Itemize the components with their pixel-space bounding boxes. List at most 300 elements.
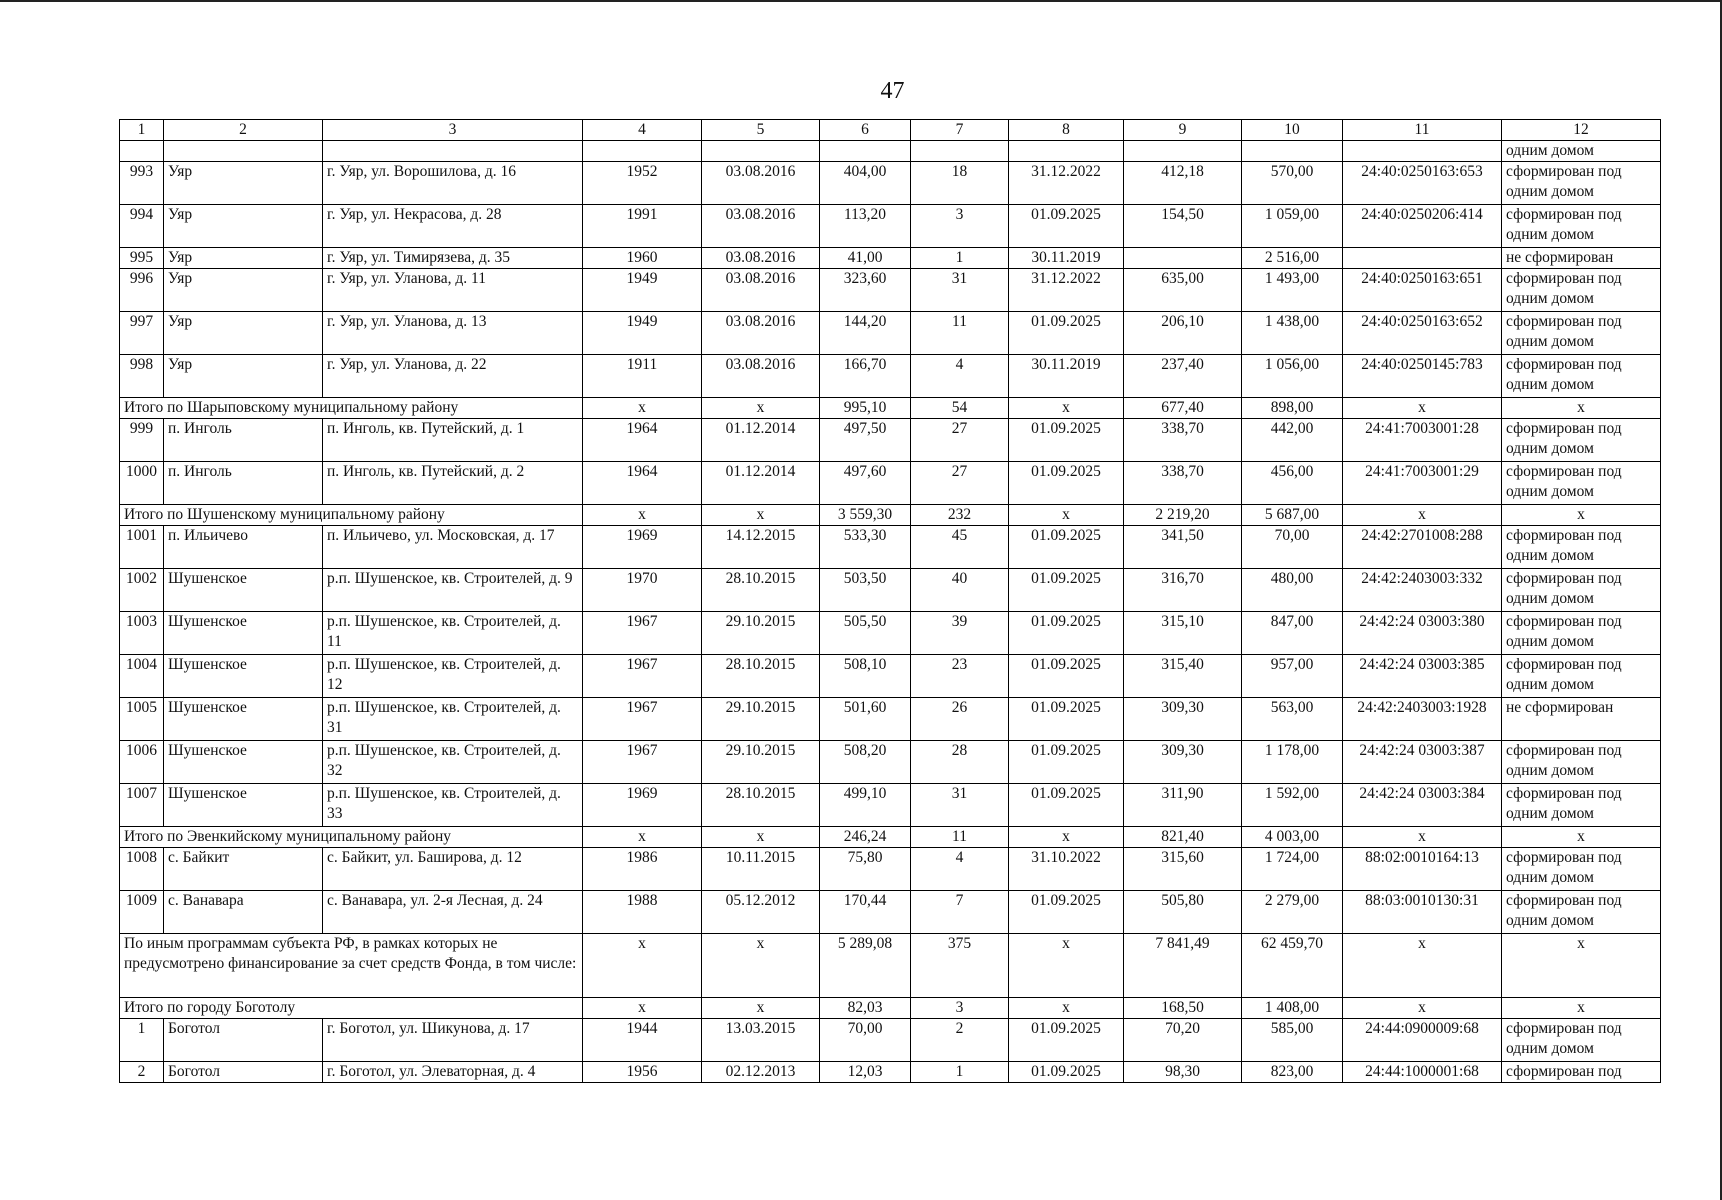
- area-cell: 505,50: [820, 612, 911, 655]
- subtotal-residents-cell: 3: [911, 998, 1009, 1019]
- cadastral-value-cell: 1 056,00: [1242, 355, 1343, 398]
- address-cell: п. Ильичево, ул. Московская, д. 17: [323, 526, 583, 569]
- column-header: 7: [911, 120, 1009, 141]
- row-number-cell: 995: [120, 248, 164, 269]
- resettlement-date-cell: 01.09.2025: [1009, 784, 1124, 827]
- cadastral-value-cell: 1 059,00: [1242, 205, 1343, 248]
- address-cell: п. Инголь, кв. Путейский, д. 1: [323, 419, 583, 462]
- row-number-cell: 1004: [120, 655, 164, 698]
- subtotal-land-status-cell: х: [1502, 998, 1661, 1019]
- date-recognized-cell: 03.08.2016: [702, 269, 820, 312]
- cadastral-number-cell: 24:42:24 03003:380: [1343, 612, 1502, 655]
- empty-cell: [702, 141, 820, 162]
- cadastral-value-cell: 563,00: [1242, 698, 1343, 741]
- cadastral-value-cell: 957,00: [1242, 655, 1343, 698]
- cadastral-number-cell: 88:02:0010164:13: [1343, 848, 1502, 891]
- row-number-cell: 999: [120, 419, 164, 462]
- table-row: [120, 462, 1661, 505]
- subtotal-cadastral-number-cell: х: [1343, 398, 1502, 419]
- address-cell: г. Боготол, ул. Шикунова, д. 17: [323, 1019, 583, 1062]
- settlement-cell: Боготол: [164, 1062, 323, 1083]
- area-cell: 113,20: [820, 205, 911, 248]
- row-number-cell: 997: [120, 312, 164, 355]
- column-header: 8: [1009, 120, 1124, 141]
- residents-cell: 23: [911, 655, 1009, 698]
- year-built-cell: 1967: [583, 698, 702, 741]
- table-row: [120, 784, 1661, 827]
- land-area-cell: 315,40: [1124, 655, 1242, 698]
- subtotal-land-status-cell: х: [1502, 934, 1661, 998]
- cadastral-value-cell: 585,00: [1242, 1019, 1343, 1062]
- residents-cell: 18: [911, 162, 1009, 205]
- subtotal-label: Итого по Шарыповскому муниципальному району: [120, 398, 583, 419]
- resettlement-date-cell: 01.09.2025: [1009, 698, 1124, 741]
- empty-cell: [1009, 141, 1124, 162]
- land-status-cell: сформирован под одним домом: [1502, 462, 1661, 505]
- table-row: [120, 269, 1661, 312]
- table-row: [120, 655, 1661, 698]
- column-header: 10: [1242, 120, 1343, 141]
- page-number: 47: [880, 78, 905, 104]
- address-cell: с. Байкит, ул. Баширова, д. 12: [323, 848, 583, 891]
- row-number-cell: 1003: [120, 612, 164, 655]
- subtotal-area-cell: 5 289,08: [820, 934, 911, 998]
- area-cell: 12,03: [820, 1062, 911, 1083]
- residents-cell: 4: [911, 848, 1009, 891]
- land-status-cell: сформирован под одним домом: [1502, 162, 1661, 205]
- land-status-cell: сформирован под одним домом: [1502, 355, 1661, 398]
- cadastral-value-cell: 1 493,00: [1242, 269, 1343, 312]
- date-recognized-cell: 28.10.2015: [702, 784, 820, 827]
- year-built-cell: 1970: [583, 569, 702, 612]
- cadastral-value-cell: 2 279,00: [1242, 891, 1343, 934]
- column-header: 1: [120, 120, 164, 141]
- address-cell: г. Уяр, ул. Уланова, д. 11: [323, 269, 583, 312]
- table-row: [120, 848, 1661, 891]
- settlement-cell: Уяр: [164, 248, 323, 269]
- subtotal-land-status-cell: х: [1502, 505, 1661, 526]
- address-cell: п. Инголь, кв. Путейский, д. 2: [323, 462, 583, 505]
- residents-cell: 7: [911, 891, 1009, 934]
- year-built-cell: 1964: [583, 462, 702, 505]
- subtotal-resettlement-date-cell: х: [1009, 398, 1124, 419]
- residents-cell: 1: [911, 248, 1009, 269]
- area-cell: 503,50: [820, 569, 911, 612]
- date-recognized-cell: 03.08.2016: [702, 248, 820, 269]
- land-status-cell: сформирован под одним домом: [1502, 612, 1661, 655]
- table-row: [120, 419, 1661, 462]
- settlement-cell: с. Ванавара: [164, 891, 323, 934]
- residents-cell: 45: [911, 526, 1009, 569]
- resettlement-date-cell: 01.09.2025: [1009, 569, 1124, 612]
- land-status-cell: сформирован под одним домом: [1502, 848, 1661, 891]
- subtotal-residents-cell: 54: [911, 398, 1009, 419]
- resettlement-date-cell: 31.10.2022: [1009, 848, 1124, 891]
- land-status-cell: сформирован под одним домом: [1502, 569, 1661, 612]
- year-built-cell: 1964: [583, 419, 702, 462]
- land-status-cell: сформирован под: [1502, 1062, 1661, 1083]
- address-cell: с. Ванавара, ул. 2-я Лесная, д. 24: [323, 891, 583, 934]
- subtotal-year-built-cell: х: [583, 505, 702, 526]
- settlement-cell: Шушенское: [164, 741, 323, 784]
- land-status-cell: сформирован под одним домом: [1502, 269, 1661, 312]
- empty-cell: [1242, 141, 1343, 162]
- land-area-cell: 309,30: [1124, 698, 1242, 741]
- row-number-cell: 1000: [120, 462, 164, 505]
- settlement-cell: с. Байкит: [164, 848, 323, 891]
- date-recognized-cell: 28.10.2015: [702, 569, 820, 612]
- land-status-cell: сформирован под одним домом: [1502, 655, 1661, 698]
- table-row: [120, 741, 1661, 784]
- land-area-cell: 206,10: [1124, 312, 1242, 355]
- subtotal-residents-cell: 232: [911, 505, 1009, 526]
- land-status-cell: сформирован под одним домом: [1502, 741, 1661, 784]
- subtotal-land-area-cell: 168,50: [1124, 998, 1242, 1019]
- land-status-cell: сформирован под одним домом: [1502, 205, 1661, 248]
- subtotal-resettlement-date-cell: х: [1009, 505, 1124, 526]
- area-cell: 41,00: [820, 248, 911, 269]
- resettlement-date-cell: 30.11.2019: [1009, 355, 1124, 398]
- year-built-cell: 1969: [583, 784, 702, 827]
- year-built-cell: 1956: [583, 1062, 702, 1083]
- subtotal-area-cell: 995,10: [820, 398, 911, 419]
- address-cell: г. Уяр, ул. Ворошилова, д. 16: [323, 162, 583, 205]
- area-cell: 501,60: [820, 698, 911, 741]
- cadastral-number-cell: 24:40:0250163:651: [1343, 269, 1502, 312]
- land-area-cell: 309,30: [1124, 741, 1242, 784]
- land-area-cell: 315,10: [1124, 612, 1242, 655]
- resettlement-date-cell: 01.09.2025: [1009, 205, 1124, 248]
- row-number-cell: 1002: [120, 569, 164, 612]
- land-status-cell: не сформирован: [1502, 698, 1661, 741]
- land-status-cell: сформирован под одним домом: [1502, 526, 1661, 569]
- date-recognized-cell: 03.08.2016: [702, 162, 820, 205]
- subtotal-date-recognized-cell: х: [702, 398, 820, 419]
- area-cell: 508,10: [820, 655, 911, 698]
- column-header: 4: [583, 120, 702, 141]
- subtotal-cadastral-number-cell: х: [1343, 827, 1502, 848]
- year-built-cell: 1949: [583, 312, 702, 355]
- row-number-cell: 1: [120, 1019, 164, 1062]
- settlement-cell: Уяр: [164, 269, 323, 312]
- land-area-cell: 505,80: [1124, 891, 1242, 934]
- cadastral-value-cell: 1 592,00: [1242, 784, 1343, 827]
- column-header: 2: [164, 120, 323, 141]
- subtotal-date-recognized-cell: х: [702, 827, 820, 848]
- empty-cell: [120, 141, 164, 162]
- table-row: [120, 526, 1661, 569]
- residents-cell: 3: [911, 205, 1009, 248]
- address-cell: г. Уяр, ул. Уланова, д. 13: [323, 312, 583, 355]
- subtotal-row: [120, 934, 1661, 998]
- resettlement-date-cell: 01.09.2025: [1009, 1019, 1124, 1062]
- cadastral-number-cell: 24:42:24 03003:384: [1343, 784, 1502, 827]
- cadastral-number-cell: 24:41:7003001:29: [1343, 462, 1502, 505]
- table-row: [120, 569, 1661, 612]
- land-area-cell: [1124, 248, 1242, 269]
- cadastral-number-cell: [1343, 248, 1502, 269]
- area-cell: 170,44: [820, 891, 911, 934]
- area-cell: 323,60: [820, 269, 911, 312]
- subtotal-year-built-cell: х: [583, 998, 702, 1019]
- land-status-cell: сформирован под одним домом: [1502, 891, 1661, 934]
- address-cell: р.п. Шушенское, кв. Строителей, д. 32: [323, 741, 583, 784]
- subtotal-cadastral-value-cell: 62 459,70: [1242, 934, 1343, 998]
- area-cell: 499,10: [820, 784, 911, 827]
- cadastral-number-cell: 24:40:0250145:783: [1343, 355, 1502, 398]
- subtotal-resettlement-date-cell: х: [1009, 827, 1124, 848]
- table-row: [120, 205, 1661, 248]
- row-number-cell: 1006: [120, 741, 164, 784]
- cadastral-value-cell: 456,00: [1242, 462, 1343, 505]
- subtotal-row: [120, 398, 1661, 419]
- subtotal-area-cell: 3 559,30: [820, 505, 911, 526]
- land-status-cell: сформирован под одним домом: [1502, 312, 1661, 355]
- date-recognized-cell: 13.03.2015: [702, 1019, 820, 1062]
- settlement-cell: Шушенское: [164, 569, 323, 612]
- land-area-cell: 412,18: [1124, 162, 1242, 205]
- subtotal-year-built-cell: х: [583, 398, 702, 419]
- table-row: [120, 891, 1661, 934]
- subtotal-residents-cell: 375: [911, 934, 1009, 998]
- residents-cell: 39: [911, 612, 1009, 655]
- subtotal-resettlement-date-cell: х: [1009, 998, 1124, 1019]
- date-recognized-cell: 29.10.2015: [702, 741, 820, 784]
- land-area-cell: 315,60: [1124, 848, 1242, 891]
- address-cell: г. Уяр, ул. Уланова, д. 22: [323, 355, 583, 398]
- carry-over-text: одним домом: [1502, 141, 1661, 162]
- date-recognized-cell: 02.12.2013: [702, 1062, 820, 1083]
- subtotal-cadastral-value-cell: 5 687,00: [1242, 505, 1343, 526]
- year-built-cell: 1911: [583, 355, 702, 398]
- year-built-cell: 1991: [583, 205, 702, 248]
- address-cell: г. Уяр, ул. Некрасова, д. 28: [323, 205, 583, 248]
- row-number-cell: 994: [120, 205, 164, 248]
- land-area-cell: 338,70: [1124, 419, 1242, 462]
- residents-cell: 27: [911, 462, 1009, 505]
- residents-cell: 27: [911, 419, 1009, 462]
- row-number-cell: 2: [120, 1062, 164, 1083]
- table-row: [120, 248, 1661, 269]
- cadastral-number-cell: 24:40:0250163:652: [1343, 312, 1502, 355]
- cadastral-number-cell: 24:44:0900009:68: [1343, 1019, 1502, 1062]
- carry-over-row: [120, 141, 1661, 162]
- subtotal-land-area-cell: 821,40: [1124, 827, 1242, 848]
- row-number-cell: 1007: [120, 784, 164, 827]
- residents-cell: 28: [911, 741, 1009, 784]
- land-status-cell: сформирован под одним домом: [1502, 419, 1661, 462]
- header-row: [120, 120, 1661, 141]
- settlement-cell: Уяр: [164, 162, 323, 205]
- cadastral-number-cell: 88:03:0010130:31: [1343, 891, 1502, 934]
- subtotal-row: [120, 827, 1661, 848]
- date-recognized-cell: 14.12.2015: [702, 526, 820, 569]
- residents-cell: 1: [911, 1062, 1009, 1083]
- land-area-cell: 635,00: [1124, 269, 1242, 312]
- column-header: 9: [1124, 120, 1242, 141]
- empty-cell: [583, 141, 702, 162]
- table-row: [120, 612, 1661, 655]
- settlement-cell: п. Инголь: [164, 419, 323, 462]
- subtotal-label: По иным программам субъекта РФ, в рамках которых не предусмотрено финансирование за счет средств Фонда, в том числе:: [120, 934, 583, 998]
- address-cell: г. Боготол, ул. Элеваторная, д. 4: [323, 1062, 583, 1083]
- table-body: [120, 120, 1661, 1083]
- empty-cell: [164, 141, 323, 162]
- year-built-cell: 1967: [583, 741, 702, 784]
- resettlement-date-cell: 31.12.2022: [1009, 162, 1124, 205]
- address-cell: р.п. Шушенское, кв. Строителей, д. 31: [323, 698, 583, 741]
- column-header: 11: [1343, 120, 1502, 141]
- cadastral-value-cell: 442,00: [1242, 419, 1343, 462]
- resettlement-date-cell: 01.09.2025: [1009, 1062, 1124, 1083]
- cadastral-number-cell: 24:40:0250206:414: [1343, 205, 1502, 248]
- subtotal-row: [120, 505, 1661, 526]
- subtotal-land-area-cell: 7 841,49: [1124, 934, 1242, 998]
- subtotal-row: [120, 998, 1661, 1019]
- settlement-cell: Уяр: [164, 205, 323, 248]
- cadastral-number-cell: 24:40:0250163:653: [1343, 162, 1502, 205]
- year-built-cell: 1988: [583, 891, 702, 934]
- subtotal-cadastral-number-cell: х: [1343, 505, 1502, 526]
- subtotal-cadastral-value-cell: 898,00: [1242, 398, 1343, 419]
- date-recognized-cell: 10.11.2015: [702, 848, 820, 891]
- land-area-cell: 311,90: [1124, 784, 1242, 827]
- empty-cell: [820, 141, 911, 162]
- year-built-cell: 1949: [583, 269, 702, 312]
- row-number-cell: 1005: [120, 698, 164, 741]
- subtotal-cadastral-number-cell: х: [1343, 998, 1502, 1019]
- subtotal-label: Итого по Эвенкийскому муниципальному району: [120, 827, 583, 848]
- area-cell: 497,50: [820, 419, 911, 462]
- subtotal-date-recognized-cell: х: [702, 934, 820, 998]
- row-number-cell: 996: [120, 269, 164, 312]
- address-cell: г. Уяр, ул. Тимирязева, д. 35: [323, 248, 583, 269]
- land-area-cell: 98,30: [1124, 1062, 1242, 1083]
- subtotal-land-status-cell: х: [1502, 398, 1661, 419]
- resettlement-date-cell: 01.09.2025: [1009, 741, 1124, 784]
- date-recognized-cell: 28.10.2015: [702, 655, 820, 698]
- date-recognized-cell: 29.10.2015: [702, 698, 820, 741]
- address-cell: р.п. Шушенское, кв. Строителей, д. 12: [323, 655, 583, 698]
- date-recognized-cell: 29.10.2015: [702, 612, 820, 655]
- column-header: 12: [1502, 120, 1661, 141]
- subtotal-cadastral-number-cell: х: [1343, 934, 1502, 998]
- resettlement-date-cell: 01.09.2025: [1009, 891, 1124, 934]
- cadastral-value-cell: 1 178,00: [1242, 741, 1343, 784]
- land-area-cell: 70,20: [1124, 1019, 1242, 1062]
- housing-registry-table: [119, 119, 1661, 1083]
- date-recognized-cell: 03.08.2016: [702, 312, 820, 355]
- resettlement-date-cell: 01.09.2025: [1009, 612, 1124, 655]
- area-cell: 404,00: [820, 162, 911, 205]
- empty-cell: [911, 141, 1009, 162]
- resettlement-date-cell: 01.09.2025: [1009, 312, 1124, 355]
- address-cell: р.п. Шушенское, кв. Строителей, д. 33: [323, 784, 583, 827]
- settlement-cell: Боготол: [164, 1019, 323, 1062]
- area-cell: 497,60: [820, 462, 911, 505]
- area-cell: 144,20: [820, 312, 911, 355]
- empty-cell: [1343, 141, 1502, 162]
- resettlement-date-cell: 01.09.2025: [1009, 419, 1124, 462]
- residents-cell: 2: [911, 1019, 1009, 1062]
- land-area-cell: 316,70: [1124, 569, 1242, 612]
- subtotal-residents-cell: 11: [911, 827, 1009, 848]
- land-status-cell: не сформирован: [1502, 248, 1661, 269]
- subtotal-resettlement-date-cell: х: [1009, 934, 1124, 998]
- land-area-cell: 341,50: [1124, 526, 1242, 569]
- table-row: [120, 312, 1661, 355]
- land-area-cell: 154,50: [1124, 205, 1242, 248]
- year-built-cell: 1967: [583, 612, 702, 655]
- year-built-cell: 1952: [583, 162, 702, 205]
- column-header: 5: [702, 120, 820, 141]
- table-row: [120, 162, 1661, 205]
- date-recognized-cell: 03.08.2016: [702, 205, 820, 248]
- land-status-cell: сформирован под одним домом: [1502, 784, 1661, 827]
- date-recognized-cell: 01.12.2014: [702, 462, 820, 505]
- cadastral-number-cell: 24:42:2701008:288: [1343, 526, 1502, 569]
- residents-cell: 11: [911, 312, 1009, 355]
- area-cell: 70,00: [820, 1019, 911, 1062]
- subtotal-year-built-cell: х: [583, 827, 702, 848]
- cadastral-number-cell: 24:42:24 03003:385: [1343, 655, 1502, 698]
- empty-cell: [1124, 141, 1242, 162]
- subtotal-cadastral-value-cell: 4 003,00: [1242, 827, 1343, 848]
- residents-cell: 4: [911, 355, 1009, 398]
- settlement-cell: Шушенское: [164, 698, 323, 741]
- subtotal-area-cell: 82,03: [820, 998, 911, 1019]
- residents-cell: 31: [911, 784, 1009, 827]
- residents-cell: 26: [911, 698, 1009, 741]
- area-cell: 533,30: [820, 526, 911, 569]
- residents-cell: 40: [911, 569, 1009, 612]
- cadastral-value-cell: 823,00: [1242, 1062, 1343, 1083]
- subtotal-year-built-cell: х: [583, 934, 702, 998]
- cadastral-number-cell: 24:42:24 03003:387: [1343, 741, 1502, 784]
- subtotal-land-area-cell: 677,40: [1124, 398, 1242, 419]
- empty-cell: [323, 141, 583, 162]
- table-row: [120, 1019, 1661, 1062]
- subtotal-label: Итого по Шушенскому муниципальному району: [120, 505, 583, 526]
- date-recognized-cell: 01.12.2014: [702, 419, 820, 462]
- cadastral-value-cell: 570,00: [1242, 162, 1343, 205]
- subtotal-land-status-cell: х: [1502, 827, 1661, 848]
- resettlement-date-cell: 01.09.2025: [1009, 655, 1124, 698]
- row-number-cell: 1008: [120, 848, 164, 891]
- resettlement-date-cell: 31.12.2022: [1009, 269, 1124, 312]
- settlement-cell: Уяр: [164, 312, 323, 355]
- cadastral-value-cell: 480,00: [1242, 569, 1343, 612]
- table-row: [120, 698, 1661, 741]
- cadastral-value-cell: 1 438,00: [1242, 312, 1343, 355]
- cadastral-number-cell: 24:42:2403003:1928: [1343, 698, 1502, 741]
- row-number-cell: 1009: [120, 891, 164, 934]
- subtotal-label: Итого по городу Боготолу: [120, 998, 583, 1019]
- land-area-cell: 338,70: [1124, 462, 1242, 505]
- resettlement-date-cell: 01.09.2025: [1009, 462, 1124, 505]
- column-header: 6: [820, 120, 911, 141]
- address-cell: р.п. Шушенское, кв. Строителей, д. 11: [323, 612, 583, 655]
- subtotal-area-cell: 246,24: [820, 827, 911, 848]
- date-recognized-cell: 03.08.2016: [702, 355, 820, 398]
- cadastral-number-cell: 24:41:7003001:28: [1343, 419, 1502, 462]
- cadastral-value-cell: 70,00: [1242, 526, 1343, 569]
- settlement-cell: Шушенское: [164, 612, 323, 655]
- row-number-cell: 993: [120, 162, 164, 205]
- subtotal-cadastral-value-cell: 1 408,00: [1242, 998, 1343, 1019]
- subtotal-date-recognized-cell: х: [702, 505, 820, 526]
- area-cell: 75,80: [820, 848, 911, 891]
